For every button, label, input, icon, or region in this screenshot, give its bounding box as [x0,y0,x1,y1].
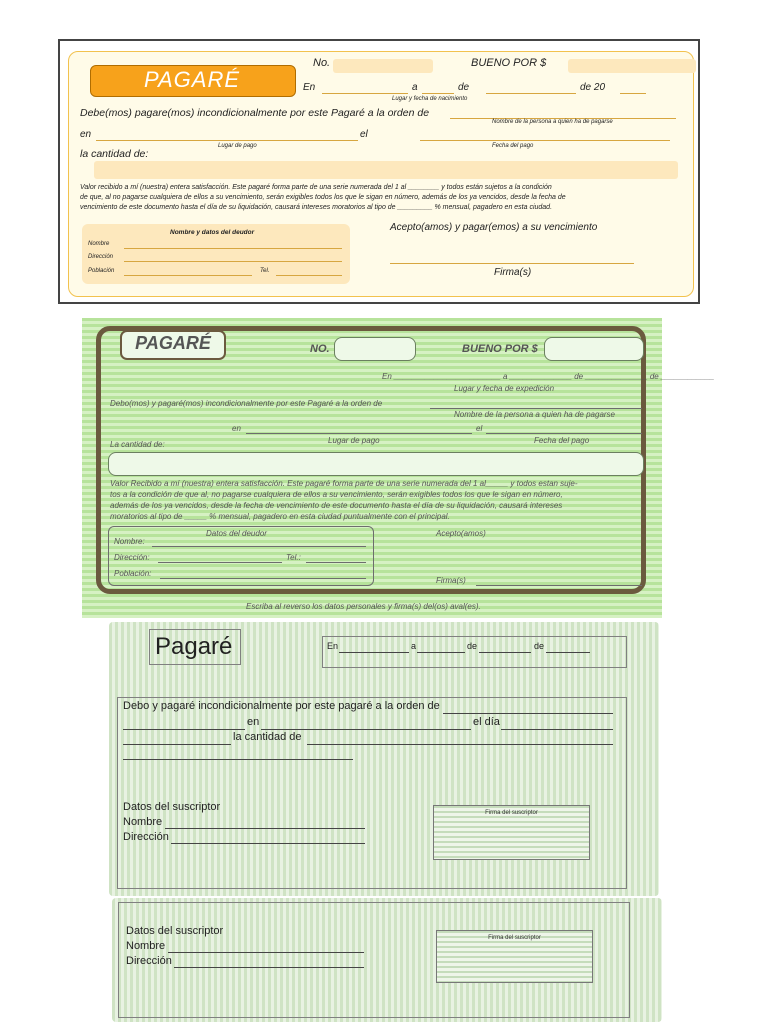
tel-label: Tel. [260,268,270,274]
en2-label: en [247,716,260,728]
legal-line-3: además de los ya vencidos, desde la fecha de vencimiento de este documento hasta el día de su liquidación, causará intereses [110,501,563,510]
firma-line[interactable] [390,263,634,264]
body-box [117,697,627,889]
firma-box[interactable] [436,930,593,983]
lugar-fecha-caption: Lugar y fecha de expedición [454,384,555,393]
a-label: a [411,641,417,651]
direccion-label: Dirección [123,831,169,843]
legal-line-2: tos a la condición de que al, no pagarse cualquiera de ellos a su vencimiento, serán exigibles todos los que le sigan en número, [110,490,563,499]
firma-line[interactable] [476,585,642,586]
nombre-line[interactable] [152,546,366,547]
lugar-line[interactable] [322,93,408,94]
firma-box[interactable] [433,805,590,860]
orden-line-2[interactable] [123,729,245,730]
debe-text: Debe(mos) pagare(mos) incondicionalmente por este Pagaré a la orden de [80,107,430,119]
fecha-pago-line[interactable] [501,729,613,730]
mes-line[interactable] [486,93,576,94]
de20-label: de 20 [580,82,606,93]
legal-line-4: moratorios al tipo de _____ % mensual, pagadero en esta ciudad puntualmente con el principal. [110,512,450,521]
direccion-line[interactable] [174,967,364,968]
cantidad-field[interactable] [94,161,678,179]
pagare-form-orange [58,39,700,304]
legal-line-1: Valor recibido a mí (nuestra) entera satisfacción. Este pagaré forma parte de una serie numerada del 1 al ________ y todos están sujetos a la condición [80,184,552,191]
en-label: En [303,82,316,93]
legal-line-3: vencimiento de este documento hasta el día de su liquidación, causará intereses moratorios al tipo de _________ % mensual, pagadero en esta ciudad. [80,204,553,211]
en2-label: en [80,129,92,140]
nombre-line[interactable] [168,952,364,953]
lugar-fecha-caption: Lugar y fecha de nacimiento [392,96,468,102]
cantidad-field[interactable] [108,452,644,476]
no-label: NO. [310,343,330,355]
orden-line[interactable] [430,408,642,409]
lugar-pago-caption: Lugar de pago [218,143,257,149]
deudor-title: Nombre y datos del deudor [170,229,255,236]
pagare-form-green [82,318,715,618]
datos-label: Datos del suscriptor [126,925,224,937]
poblacion-label: Población [88,268,115,274]
fecha-pago-line[interactable] [486,433,642,434]
nombre-label: Nombre [126,940,166,952]
direccion-line[interactable] [171,843,365,844]
nombre-persona-caption: Nombre de la persona a quien ha de pagarse [454,410,615,419]
dia-line[interactable] [422,93,454,94]
firma-label: Firma(s) [436,576,466,585]
mes-line[interactable] [479,652,531,653]
no-field[interactable] [334,337,416,361]
direccion-label: Dirección [88,254,114,260]
nombre-line[interactable] [165,828,365,829]
debo-text: Debo(mos) y pagaré(mos) incondicionalmente por este Pagaré a la orden de [110,399,383,408]
tel-line[interactable] [306,562,366,563]
fecha-pago-caption: Fecha del pago [492,143,534,149]
pagare-form-suscriptor [112,898,662,1022]
lugar-pago-line[interactable] [261,729,471,730]
legal-line-2: de que, al no pagarse cualquiera de ellos a su vencimiento, serán exigibles todos los que le sigan en número, además de los ya vencidos, desde la fecha de [80,194,566,201]
footer-note: Escriba al reverso los datos personales y firma(s) del(os) aval(es). [246,602,481,611]
direccion-label: Dirección [126,955,172,967]
nombre-label: Nombre: [114,537,145,546]
firma-label: Firma del suscriptor [488,935,541,941]
cantidad-line[interactable] [307,744,613,745]
acepto-text: Acepto(amos) y pagar(emos) a su vencimiento [390,222,598,233]
direccion-label: Dirección: [114,553,150,562]
direccion-line[interactable] [158,562,282,563]
nombre-label: Nombre [123,816,163,828]
bueno-label: BUENO POR $ [462,343,538,355]
lugar-pago-caption: Lugar de pago [328,436,380,445]
en-row: En ________________________ a ______________ de ______________ de ____________ [382,372,715,381]
anio-line[interactable] [546,652,590,653]
form-title: PAGARÉ [143,67,241,92]
datos-deudor-label: Datos del deudor [206,529,267,538]
debo-text: Debo y pagaré incondicionalmente por este pagaré a la orden de [123,700,440,712]
lugar-line[interactable] [339,652,409,653]
fecha-pago-caption: Fecha del pago [534,436,590,445]
no-field[interactable] [333,59,433,73]
legal-line-1: Valor Recibido a mí (nuestra) entera satisfacción. Este pagaré forma parte de una serie numerada del 1 al_____ y todos estan suje- [110,479,578,488]
bueno-field[interactable] [568,59,696,73]
firma-label: Firma(s) [494,267,532,278]
cantidad-label: La cantidad de: [110,440,165,449]
dia-line[interactable] [417,652,465,653]
acepto-label: Acepto(amos) [436,529,486,538]
lugar-pago-line[interactable] [246,433,472,434]
tel-line[interactable] [276,275,342,276]
el-label: el [360,129,368,140]
anio-line[interactable] [620,93,646,94]
nombre-label: Nombre [88,241,110,247]
orden-line[interactable] [443,713,613,714]
tel-label: Tel.: [286,553,301,562]
en-label: en [232,424,241,433]
bueno-label: BUENO POR $ [471,57,547,69]
el-label: el [476,424,483,433]
de-label-2: de [534,641,545,651]
cantidad-line-pre[interactable] [123,744,231,745]
nombre-persona-caption: Nombre de la persona a quien ha de pagarse [492,119,613,125]
lugar-pago-line[interactable] [96,140,358,141]
a-label: a [412,82,418,93]
nombre-line[interactable] [124,248,342,249]
cantidad-label: la cantidad de [233,731,302,743]
form-title: Pagaré [155,633,233,660]
poblacion-line[interactable] [124,275,252,276]
direccion-line[interactable] [124,261,342,262]
fecha-pago-line[interactable] [420,140,670,141]
poblacion-line[interactable] [160,578,366,579]
el-dia-label: el día [473,716,500,728]
en-label: En [327,641,339,651]
no-label: No. [313,57,331,69]
poblacion-label: Población: [114,569,152,578]
de-label: de [458,82,470,93]
cantidad-line-2[interactable] [123,759,353,760]
firma-label: Firma del suscriptor [485,810,538,816]
cantidad-label: la cantidad de: [80,148,149,160]
datos-label: Datos del suscriptor [123,801,221,813]
form-title: PAGARÉ [135,333,211,353]
bueno-field[interactable] [544,337,644,361]
pagare-form-striped [109,622,659,896]
de-label-1: de [467,641,478,651]
